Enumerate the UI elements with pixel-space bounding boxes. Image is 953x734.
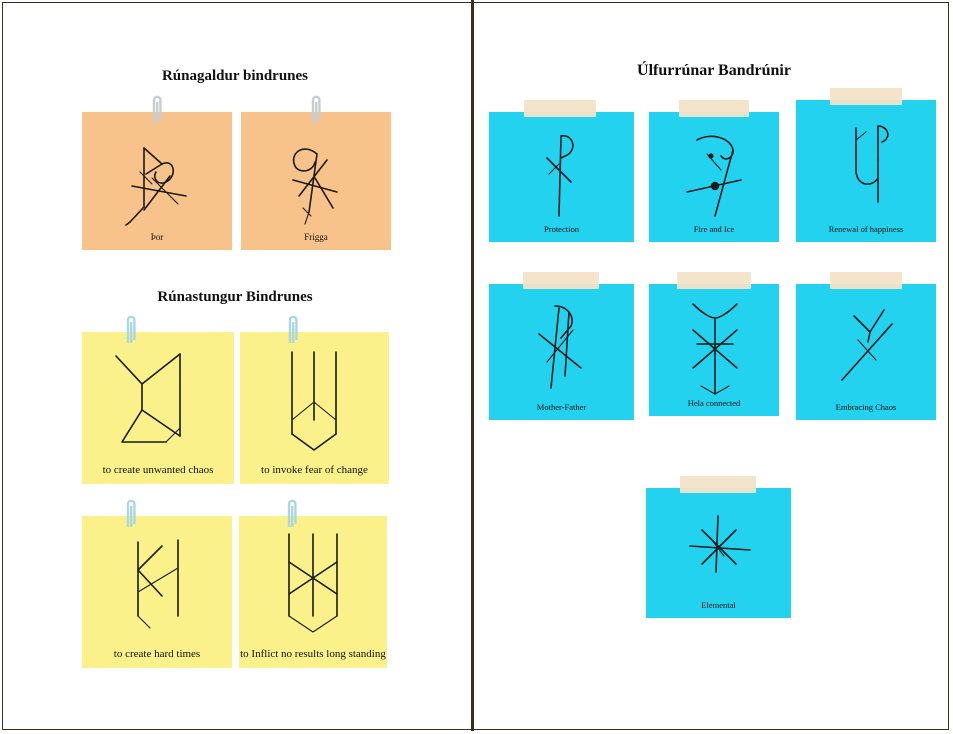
bindrune-card-hard-times[interactable]	[82, 516, 232, 668]
card-label: Embracing Chaos	[835, 402, 897, 413]
card-label: Mother-Father	[536, 402, 587, 413]
left-column	[0, 0, 470, 734]
card-label: Protection	[544, 224, 579, 235]
card-label: to Inflict no results long standing	[240, 647, 386, 660]
bindrune-card-frigga[interactable]	[241, 112, 391, 250]
bindrune-card-thor[interactable]	[82, 112, 232, 250]
section-title-ulfurrunar: Úlfurrúnar Bandrúnir	[637, 62, 791, 79]
bandrunir-card-protection[interactable]	[489, 112, 634, 242]
card-label: Frigga	[304, 231, 328, 242]
bandrunir-card-mother-father[interactable]	[489, 284, 634, 420]
bindrune-card-unwanted-chaos[interactable]	[82, 332, 234, 484]
card-label: to invoke fear of change	[261, 463, 368, 476]
bandrunir-card-fire-and-ice[interactable]	[649, 112, 779, 242]
card-label: Fire and Ice	[693, 224, 735, 235]
section-title-runagaldur: Rúnagaldur bindrunes	[161, 68, 309, 84]
card-label: Renewal of happiness	[828, 224, 904, 235]
card-label: Hela connected	[687, 398, 741, 409]
bandrunir-card-renewal-of-happiness[interactable]	[796, 100, 936, 242]
bandrunir-card-elemental[interactable]	[646, 488, 791, 618]
bandrunir-card-hela-connected[interactable]	[649, 284, 779, 416]
bandrunir-card-embracing-chaos[interactable]	[796, 284, 936, 420]
bindrune-card-fear-of-change[interactable]	[240, 332, 389, 484]
card-label: Elemental	[701, 600, 736, 611]
card-label: to create unwanted chaos	[102, 463, 214, 476]
card-label: Þor	[150, 231, 164, 242]
section-title-runastungur: Rúnastungur Bindrunes	[157, 289, 313, 305]
card-label: to create hard times	[113, 647, 201, 660]
bindrune-card-no-results[interactable]	[239, 516, 387, 668]
right-column	[474, 0, 953, 734]
